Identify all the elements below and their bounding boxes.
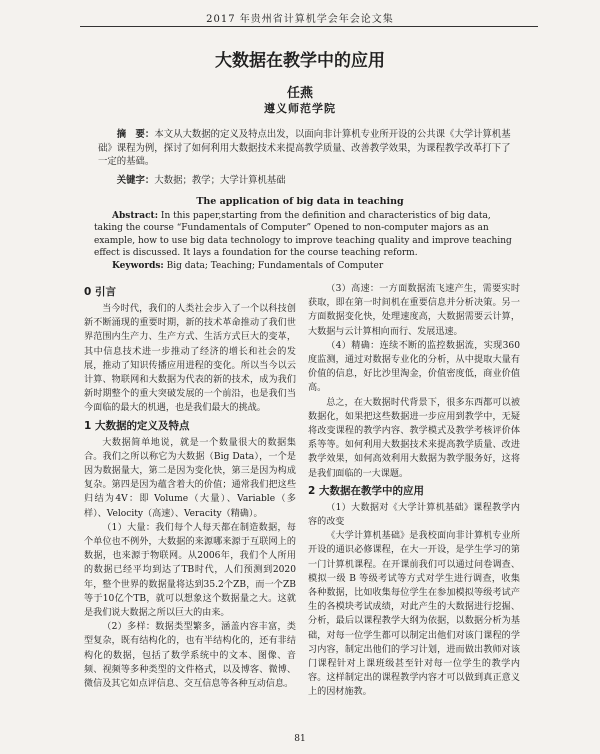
paragraph xyxy=(84,521,296,620)
header-rule xyxy=(80,26,538,27)
keywords-en xyxy=(94,260,522,272)
section-heading-0: 0 引言 xyxy=(84,286,116,298)
page-number: 81 xyxy=(294,734,306,744)
abstract-en-text: In this paper,starting from the definition and characteristics of big data, taking the course “Fundamentals of Computer” Opened to non-computer majors as an example, how to use big data technology to improve teaching quality and improve teaching effect is discussed. It lays a foundation for the course teaching reform. xyxy=(94,211,512,259)
item-label: （1）大量： xyxy=(102,522,156,533)
section-heading-1: 1 大数据的定义及特点 xyxy=(84,419,190,432)
paragraph: 《大学计算机基础》是我校面向非计算机专业所开设的通识必修课程，在大一开设，是学生学习的第一门计算机课程。在开课前我们可以通过问卷调查、模拟一级 B 等级考试等方式对学生进行调查，收集各种数据，比如收集每位学生在参加模拟等级考试产生的各模块考试成绩，对此产生的大数据进行挖掘、分析，最后以课程教学大纲为依据，以数据分析为基础，对每一位学生都可以制定出他们对该门课程的学习内容，制定出他们的学习计划，进而做出教师对该门课程针对上课班级甚至针对每一位学生的教学内容。这样制定出的课程教学内容才可以做到真正意义上的因材施教。 xyxy=(308,531,520,698)
keywords-zh xyxy=(98,174,518,187)
paragraph: 总之，在大数据时代背景下，很多东西都可以被数据化，如果把这些数据进一步应用到教学中，无疑将改变课程的教学内容、教学模式及教学考核评价体系等等。如何利用大数据技术来提高教学质量、改进教学效果，如何高效利用大数据为教学服务好，这将是我们面临的一大课题。 xyxy=(308,397,520,479)
abstract-zh-text: 本文从大数据的定义及特点出发，以面向非计算机专业所开设的公共课《大学计算机基础》课程为例，探讨了如何利用大数据技术来提高教学质量、改善教学效果，为课程教学改革打下了一定的基础。 xyxy=(98,129,511,167)
paragraph: 当今时代，我们的人类社会步入了一个以科技创新不断涌现的重要时期，新的技术革命推动了我们世界范围内生产力、生产方式、生活方式巨大的变革，其中信息技术进一步推动了经济的增长和社会的发展，推动了知识传播应用进程的变化。所以当今以云计算、物联网和大数据为代表的新的技术，成为我们新时期整个的重大突破发展的一个前沿，也是我们当今面临的最大的机遇，也是我们最大的挑战。 xyxy=(84,304,296,414)
abstract-zh-label: 摘 要： xyxy=(116,129,155,140)
item-text: 我们每个人每天都在制造数据，每个单位也不例外，大数据的来源哪来源于互联网上的数据，也来源于物联网。从2006年，我们个人所用的数据已经平均到达了TB时代，人们预测到2020年，整个世界的数据量将达到35.2个ZB，而一个ZB等于10亿个TB，就可以想象这个数据量之大。这就是我们说大数据之所以巨大的由来。 xyxy=(84,522,296,619)
paragraph xyxy=(308,339,520,396)
item-text: 数据类型繁多，涵盖内容丰富，类型复杂，既有结构化的，也有半结构化的，还有非结构化的数据，包括了数学系统中的文本、图像、音频、视频等多种类型的文件格式，以及博客、微博、微信及其它如点评信息、交互信息等各种互动信息。 xyxy=(84,622,296,690)
item-text: 一方面数据流飞速产生，需要实时获取，即在第一时间机在重要信息并分析决策。另一方面数据变化快，处理速度高，大数据需要云计算，大数据与云计算相向而行、发展迅速。 xyxy=(308,284,520,337)
abstract-en-label: Abstract: xyxy=(112,211,159,221)
left-column xyxy=(84,282,296,691)
abstract-zh xyxy=(98,128,518,169)
keywords-en-text: Big data; Teaching; Fundamentals of Computer xyxy=(163,261,384,271)
item-text: 连续不断的监控数据流，实现360度监测，通过对数据专业化的分析，从中提取大量有价值的信息，好比沙里淘金，价值密度低，商业价值高。 xyxy=(308,340,521,394)
author-name: 任燕 xyxy=(286,86,313,101)
author-affiliation: 遵义师范学院 xyxy=(264,102,336,115)
paper-title: 大数据在教学中的应用 xyxy=(215,51,385,71)
item-label: （4）精确： xyxy=(326,340,380,351)
keywords-zh-label: 关键字： xyxy=(116,175,155,186)
keywords-zh-text: 大数据；教学；大学计算机基础 xyxy=(154,175,286,186)
section-heading-2: 2 大数据在教学中的应用 xyxy=(308,484,424,497)
paragraph: 大数据简单地说，就是一个数量很大的数据集合。我们之所以称它为大数据（Big Data），一个是因为数据量大，第二是因为变化快，第三是因为构成复杂。第四是因为蕴含着大的价值；通常我们把这些归结为4V：即 Volume（大量）、Variable（多样）、Velocity（高速）、Veracity（精确）。 xyxy=(84,437,296,519)
right-column xyxy=(308,282,520,700)
paragraph xyxy=(84,620,296,691)
item-label: （2）多样： xyxy=(102,622,156,633)
running-head: 2017 年贵州省计算机学会年会论文集 xyxy=(206,14,394,25)
keywords-en-label: Keywords: xyxy=(112,261,164,271)
subsection-heading: （1）大数据对《大学计算机基础》课程教学内容的改变 xyxy=(308,502,520,528)
abstract-en xyxy=(94,210,522,260)
paragraph xyxy=(308,282,520,339)
item-label: （3）高速： xyxy=(326,284,380,294)
paper-title-en: The application of big data in teaching xyxy=(196,196,404,207)
